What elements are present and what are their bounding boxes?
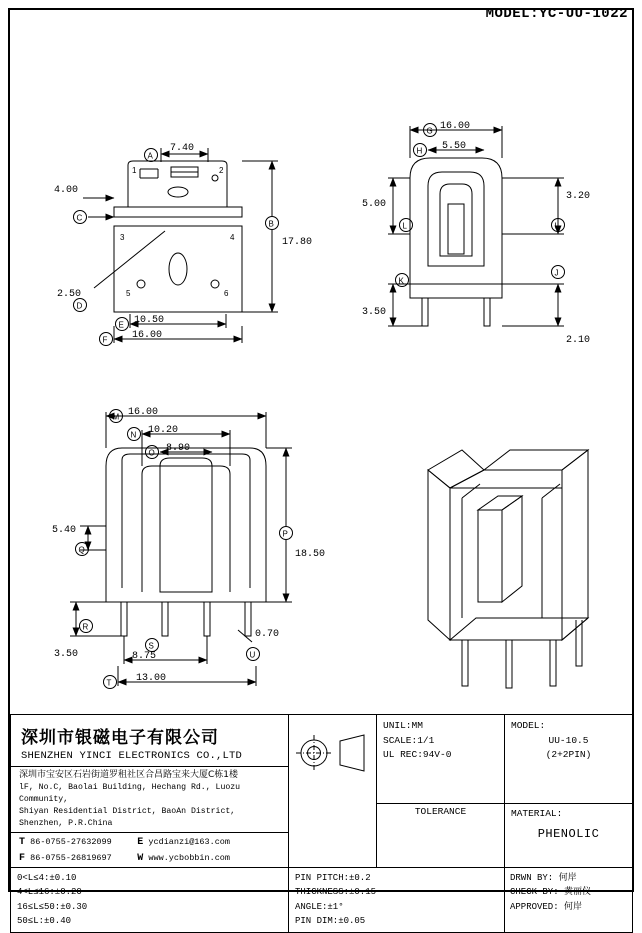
approved-value: 何岸 <box>564 901 583 912</box>
material-value: PHENOLIC <box>537 826 600 841</box>
tolerance-title: TOLERANCE <box>414 805 467 817</box>
svg-text:K: K <box>398 276 404 286</box>
address-en-3: Shenzhen, P.R.China <box>19 818 113 828</box>
svg-text:3.50: 3.50 <box>362 307 387 318</box>
svg-text:5.50: 5.50 <box>442 141 467 152</box>
check-by-label: CHECK BY: <box>510 887 559 898</box>
svg-text:P: P <box>282 529 288 539</box>
tolerance-item: 0<L≤4:±0.10 <box>17 872 77 883</box>
approved-label: APPROVED: <box>510 901 559 912</box>
svg-text:E: E <box>118 320 124 330</box>
svg-text:8.75: 8.75 <box>132 651 157 662</box>
title-block <box>10 714 632 927</box>
svg-text:B: B <box>268 219 274 229</box>
company-name-en: SHENZHEN YINCI ELECTRONICS CO.,LTD <box>21 750 243 762</box>
svg-text:G: G <box>426 126 433 136</box>
company-cell <box>11 715 289 868</box>
web-icon: W <box>137 852 144 864</box>
svg-text:H: H <box>416 146 423 156</box>
email-value[interactable]: ycdianzi@163.com <box>148 836 231 847</box>
svg-text:U: U <box>249 650 256 660</box>
svg-text:16.00: 16.00 <box>132 330 163 341</box>
svg-text:M: M <box>112 412 120 422</box>
svg-text:Q: Q <box>78 545 85 555</box>
svg-text:17.80: 17.80 <box>282 237 313 248</box>
tel-value: 86-0755-27632099 <box>30 836 112 847</box>
drwn-by-value: 何岸 <box>558 872 577 883</box>
svg-text:5.00: 5.00 <box>362 199 387 210</box>
svg-text:N: N <box>130 430 137 440</box>
tolerance-item: PIN DIM:±0.05 <box>295 916 366 927</box>
svg-text:4: 4 <box>230 233 235 242</box>
svg-text:1: 1 <box>132 166 137 175</box>
tolerance-item: THICKNESS:±0.15 <box>295 887 377 898</box>
address-cn: 深圳市宝安区石岩街道罗租社区合昌路宝来大厦C栋1楼 <box>19 770 239 780</box>
tolerance-item: 16≤L≤50:±0.30 <box>17 901 88 912</box>
svg-text:S: S <box>148 641 154 651</box>
model-value: UU-10.5 <box>548 734 589 746</box>
svg-text:2.50: 2.50 <box>57 289 82 300</box>
fax-icon: F <box>19 852 26 864</box>
view-isometric <box>428 450 588 688</box>
check-by-value: 黄丽仪 <box>564 887 592 898</box>
svg-text:18.50: 18.50 <box>295 549 326 560</box>
unit-scale-cell <box>377 715 505 804</box>
svg-text:T: T <box>106 678 112 688</box>
svg-text:10.50: 10.50 <box>134 315 165 326</box>
email-icon: E <box>137 836 144 848</box>
svg-text:5: 5 <box>126 289 131 298</box>
tel-icon: T <box>19 836 26 848</box>
svg-text:A: A <box>147 151 153 161</box>
ul-rec-value: UL REC:94V-0 <box>383 749 452 761</box>
svg-text:3.50: 3.50 <box>54 649 79 660</box>
svg-text:7.40: 7.40 <box>170 143 195 154</box>
model-pin-count: (2+2PIN) <box>545 749 592 761</box>
company-address <box>11 767 288 832</box>
svg-text:6: 6 <box>224 289 229 298</box>
tolerance-item: 50≤L:±0.40 <box>17 916 72 927</box>
svg-text:13.00: 13.00 <box>136 673 167 684</box>
unit-value: UNIL:MM <box>383 720 423 731</box>
svg-text:16.00: 16.00 <box>128 407 159 418</box>
view-bottom <box>52 407 325 689</box>
svg-text:2: 2 <box>219 166 224 175</box>
svg-text:0.70: 0.70 <box>255 629 280 640</box>
svg-text:R: R <box>82 622 89 632</box>
svg-text:10.20: 10.20 <box>148 425 179 436</box>
tolerance-item: ANGLE:±1° <box>295 901 344 912</box>
svg-text:3.20: 3.20 <box>566 191 591 202</box>
model-cell <box>505 715 633 804</box>
svg-text:J: J <box>554 268 559 278</box>
material-cell <box>505 803 633 867</box>
tolerance-item: 4<L≤16:±0.20 <box>17 887 82 898</box>
address-en-2: Shiyan Residential District, BaoAn District, <box>19 806 236 816</box>
svg-text:2.10: 2.10 <box>566 335 591 346</box>
model-label: MODEL: <box>511 720 546 731</box>
projection-symbol-cell <box>289 715 377 868</box>
svg-text:4.00: 4.00 <box>54 185 79 196</box>
svg-text:C: C <box>76 213 83 223</box>
view-side <box>362 121 590 346</box>
view-front <box>54 143 312 346</box>
fax-value: 86-0755-26819697 <box>30 852 112 863</box>
svg-text:D: D <box>76 301 83 311</box>
tolerance-item: PIN PITCH:±0.2 <box>295 872 371 883</box>
company-contact <box>11 833 288 867</box>
page-title: MODEL:YC-UU-1022 <box>485 6 628 22</box>
svg-text:5.40: 5.40 <box>52 525 77 536</box>
web-value[interactable]: www.ycbobbin.com <box>148 852 231 863</box>
svg-text:I: I <box>554 221 557 231</box>
svg-text:16.00: 16.00 <box>440 121 471 132</box>
svg-text:O: O <box>148 448 155 458</box>
material-label: MATERIAL: <box>511 807 563 819</box>
drawing-area <box>10 26 632 712</box>
drwn-by-label: DRWN BY: <box>510 872 554 883</box>
company-name-cn: 深圳市银磁电子有限公司 <box>21 728 219 748</box>
svg-text:L: L <box>402 221 407 231</box>
scale-value: SCALE:1/1 <box>383 734 435 746</box>
svg-text:F: F <box>102 335 108 345</box>
svg-text:3: 3 <box>120 233 125 242</box>
address-en-1: lF, No.C, Baolai Building, Hechang Rd., Luozu Community, <box>19 783 241 804</box>
svg-text:8.90: 8.90 <box>166 443 191 454</box>
tolerance-title-cell <box>377 803 505 867</box>
